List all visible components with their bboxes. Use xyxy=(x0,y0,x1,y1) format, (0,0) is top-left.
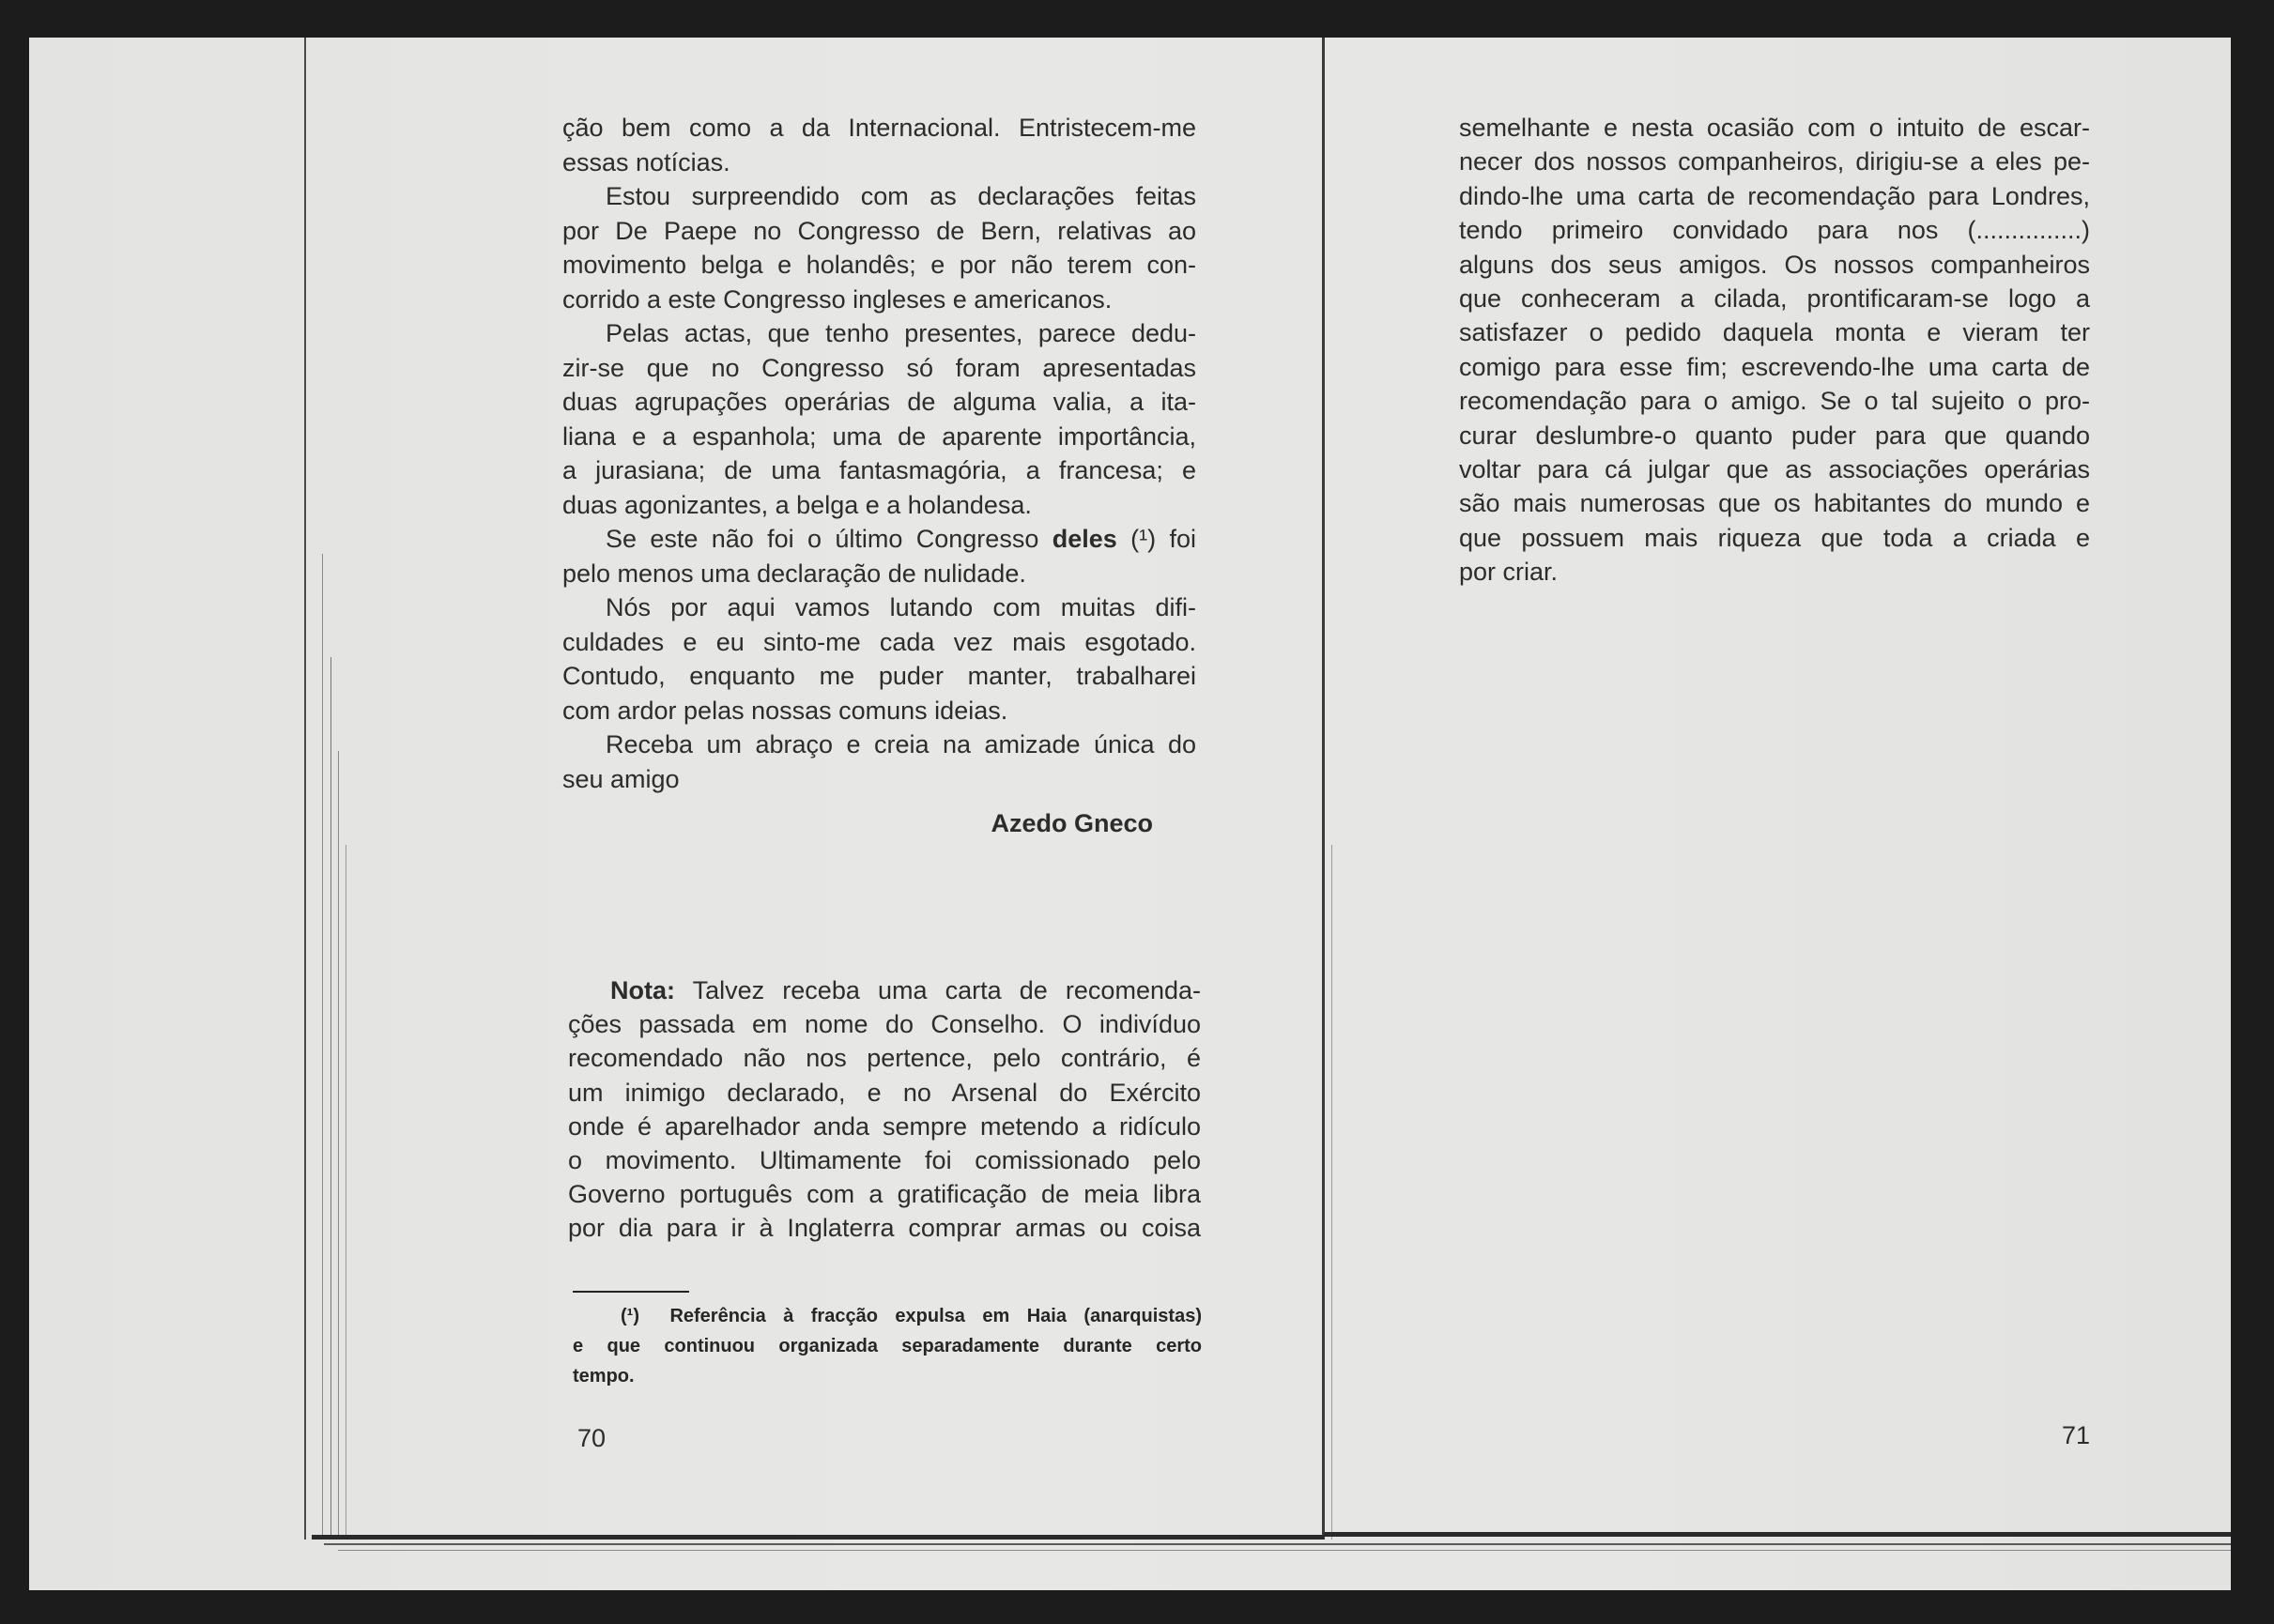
body-line: dindo-lhe uma carta de recomendação para Londres, xyxy=(1459,181,2090,210)
footnote-line xyxy=(573,1301,1202,1331)
book-bottom-edge-left xyxy=(312,1535,1324,1540)
footnote-line: e que continuou organizada separadamente durante certo xyxy=(573,1336,1202,1356)
body-line: Estou surpreendido com as declarações feitas xyxy=(606,182,1196,210)
footnote-line: tempo. xyxy=(573,1366,635,1387)
body-line: ção bem como a da Internacional. Entristecem-me xyxy=(562,114,1196,142)
page-stack-bottom xyxy=(324,1543,2231,1545)
book-left-edge xyxy=(304,38,306,1540)
body-line: duas agrupações operárias de alguma valia, a ita- xyxy=(562,388,1196,416)
body-line: essas notícias. xyxy=(562,147,730,176)
note-line: um inimigo declarado, e no Arsenal do Exército xyxy=(568,1078,1201,1107)
note-line: onde é aparelhador anda sempre metendo a ridículo xyxy=(568,1111,1201,1141)
body-line-with-footnote-ref xyxy=(562,522,1196,557)
body-line: que conheceram a cilada, prontificaram-se logo a xyxy=(1459,283,2090,313)
footnote-marker: (¹) xyxy=(621,1306,639,1326)
body-line: por criar. xyxy=(1459,558,1559,587)
body-line: a jurasiana; de uma fantasmagória, a francesa; e xyxy=(562,456,1196,484)
note-line: Governo português com a gratificação de meia libra xyxy=(568,1180,1201,1209)
footnote-rule xyxy=(573,1291,689,1293)
footnote-reference: (¹) xyxy=(1130,525,1157,553)
note-line: ções passada em nome do Conselho. O indivíduo xyxy=(568,1010,1201,1039)
body-line: Nós por aqui vamos lutando com muitas difi- xyxy=(606,593,1196,621)
body-text: foi xyxy=(1169,525,1196,553)
book-gutter xyxy=(1322,38,1325,1540)
body-line: voltar para cá julgar que as associações operárias xyxy=(1459,454,2090,483)
book-bottom-edge-right xyxy=(1324,1532,2231,1537)
right-page-body xyxy=(1459,111,2090,589)
note-line: recomendado não nos pertence, pelo contrário, é xyxy=(568,1044,1201,1073)
body-line: tendo primeiro convidado para nos (...............) xyxy=(1459,216,2090,245)
emphasized-word: deles xyxy=(1052,525,1117,553)
footnote xyxy=(573,1301,1202,1391)
body-line: semelhante e nesta ocasião com o intuito de escar- xyxy=(1459,114,2090,142)
body-line: corrido a este Congresso ingleses e americanos. xyxy=(562,284,1113,314)
page-stack-edge xyxy=(338,751,339,1540)
gutter-shadow xyxy=(1331,845,1332,1540)
note-line: por dia para ir à Inglaterra comprar armas ou coisa xyxy=(568,1214,1201,1243)
body-line: necer dos nossos companheiros, dirigiu-se a eles pe- xyxy=(1459,147,2090,176)
body-line: recomendação para o amigo. Se o tal sujeito o pro- xyxy=(1459,387,2090,416)
body-line: comigo para esse fim; escrevendo-lhe uma carta de xyxy=(1459,352,2090,381)
body-line: satisfazer o pedido daquela monta e vieram ter xyxy=(1459,318,2090,347)
body-line: são mais numerosas que os habitantes do mundo e xyxy=(1459,489,2090,518)
body-line: Pelas actas, que tenho presentes, parece dedu- xyxy=(606,319,1196,347)
body-line: duas agonizantes, a belga e a holandesa. xyxy=(562,490,1032,519)
body-line: Receba um abraço e creia na amizade única do xyxy=(606,730,1196,758)
body-line: zir-se que no Congresso só foram apresentadas xyxy=(562,353,1196,382)
page-number-right: 71 xyxy=(2061,1421,2090,1449)
note-label: Nota: xyxy=(610,976,675,1004)
body-line: pelo menos uma declaração de nulidade. xyxy=(562,559,1026,588)
body-line: culdades e eu sinto-me cada vez mais esgotado. xyxy=(562,627,1196,656)
signature: Azedo Gneco xyxy=(991,809,1153,837)
body-line: seu amigo xyxy=(562,764,680,793)
page-stack-edge xyxy=(330,657,331,1540)
body-line: movimento belga e holandês; e por não terem con- xyxy=(562,251,1196,279)
note-block xyxy=(568,973,1201,1246)
left-page-body xyxy=(562,111,1196,796)
note-line xyxy=(568,973,1201,1007)
body-line: Contudo, enquanto me puder manter, trabalharei xyxy=(562,662,1196,690)
footnote-text: Referência à fracção expulsa em Haia (anarquistas) xyxy=(669,1306,1202,1326)
page-stack-bottom xyxy=(338,1550,2231,1551)
body-line: alguns dos seus amigos. Os nossos companheiros xyxy=(1459,250,2090,279)
page-stack-edge xyxy=(322,554,323,1540)
note-text: Talvez receba uma carta de recomenda- xyxy=(692,976,1201,1004)
body-line: que possuem mais riqueza que toda a criada e xyxy=(1459,523,2090,552)
note-line: o movimento. Ultimamente foi comissionado pelo xyxy=(568,1145,1201,1174)
body-line: por De Paepe no Congresso de Bern, relativas ao xyxy=(562,216,1196,245)
page-number-left: 70 xyxy=(577,1424,607,1452)
body-line: com ardor pelas nossas comuns ideias. xyxy=(562,696,1008,725)
body-line: liana e a espanhola; uma de aparente importância, xyxy=(562,421,1196,451)
body-text: Se este não foi o último Congresso xyxy=(606,525,1039,553)
body-line: curar deslumbre-o quanto puder para que quando xyxy=(1459,421,2090,450)
